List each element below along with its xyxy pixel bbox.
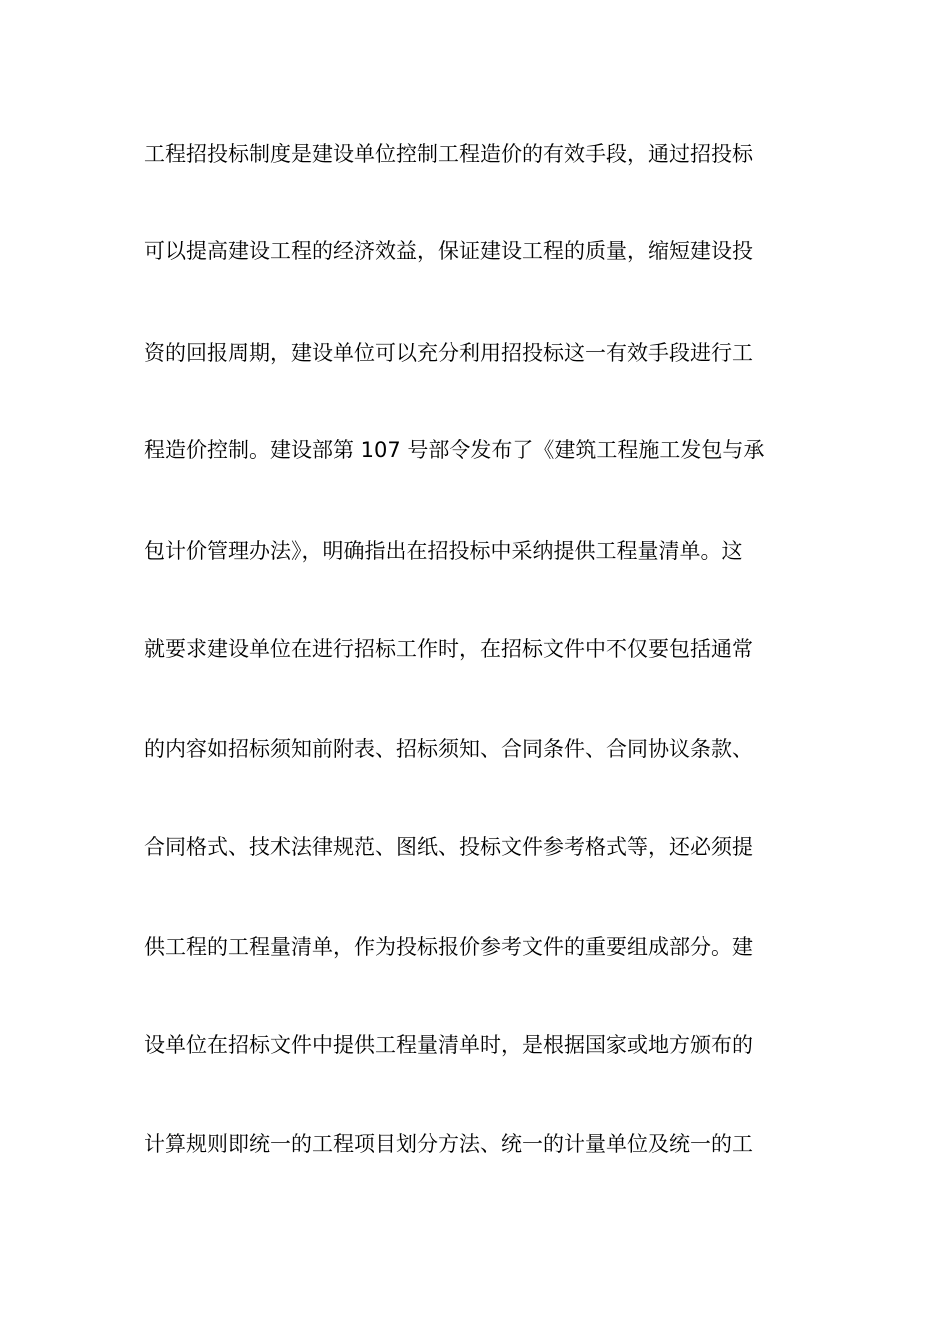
paragraph-line: 程造价控制。建设部第 107 号部令发布了《建筑工程施工发包与承 <box>144 438 765 462</box>
paragraph-line: 计算规则即统一的工程项目划分方法、统一的计量单位及统一的工 <box>144 1132 753 1156</box>
paragraph-line: 包计价管理办法》，明确指出在招投标中采纳提供工程量清单。这 <box>144 539 743 563</box>
paragraph-line: 就要求建设单位在进行招标工作时，在招标文件中不仅要包括通常 <box>144 637 753 661</box>
paragraph-line: 的内容如招标须知前附表、招标须知、合同条件、合同协议条款、 <box>144 737 753 761</box>
paragraph-line: 合同格式、技术法律规范、图纸、投标文件参考格式等，还必须提 <box>144 835 753 859</box>
paragraph-line: 设单位在招标文件中提供工程量清单时，是根据国家或地方颁布的 <box>144 1033 753 1057</box>
paragraph-line: 可以提高建设工程的经济效益，保证建设工程的质量，缩短建设投 <box>144 239 753 263</box>
paragraph-line: 工程招投标制度是建设单位控制工程造价的有效手段，通过招投标 <box>144 142 753 166</box>
paragraph-line: 资的回报周期，建设单位可以充分利用招投标这一有效手段进行工 <box>144 341 753 365</box>
paragraph-line: 供工程的工程量清单，作为投标报价参考文件的重要组成部分。建 <box>144 935 753 959</box>
